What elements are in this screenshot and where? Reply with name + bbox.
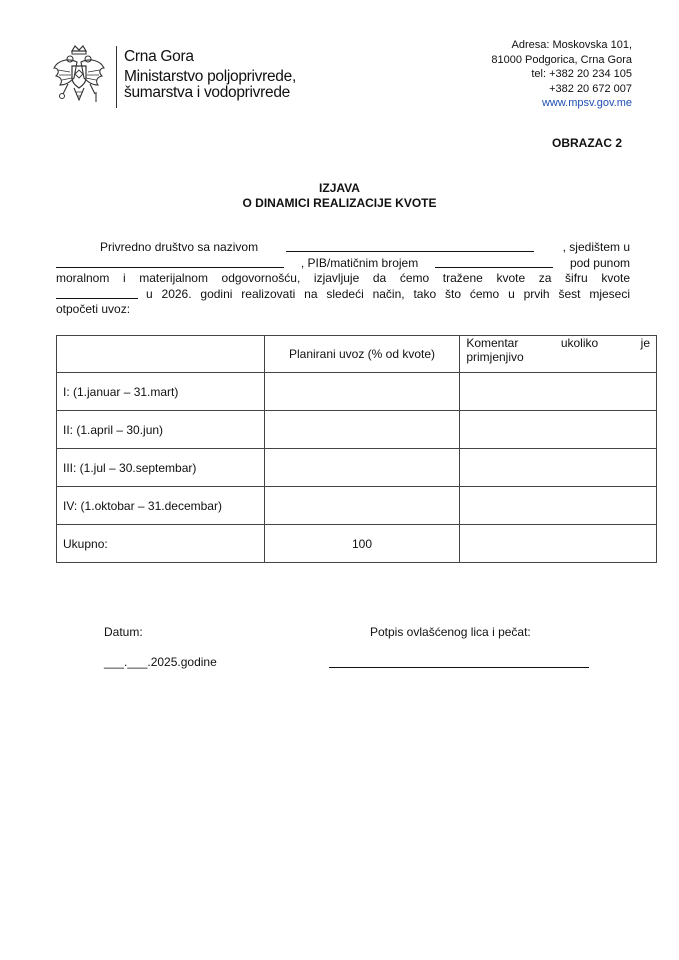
table-row [57, 449, 657, 487]
paragraph-text: Privredno društvo sa nazivom [100, 240, 259, 254]
company-name-blank[interactable] [286, 240, 534, 252]
quota-table [56, 335, 657, 563]
org-line: šumarstva i vodoprivrede [124, 84, 290, 101]
header-comment-line: Komentar ukoliko je [466, 336, 650, 350]
comment-cell[interactable] [460, 411, 657, 449]
montenegro-coat-of-arms-icon [50, 44, 108, 106]
document-title [0, 181, 679, 211]
quota-code-blank[interactable] [56, 287, 138, 299]
table-header-row [57, 336, 657, 373]
pib-blank[interactable] [435, 256, 553, 268]
org-line: Crna Gora [124, 48, 194, 65]
table-header-cell [57, 336, 265, 373]
org-line: Ministarstvo poljoprivrede, [124, 68, 296, 85]
period-cell: I: (1.januar – 31.mart) [57, 373, 265, 411]
table-header-cell [460, 336, 657, 373]
comment-cell[interactable] [460, 373, 657, 411]
paragraph-text: moralnom i materijalnom odgovornošću, izjavljuje da ćemo tražene kvote za šifru kvote [56, 271, 630, 285]
planned-import-cell[interactable] [264, 411, 460, 449]
period-cell: IV: (1.oktobar – 31.decembar) [57, 487, 265, 525]
header-divider [116, 46, 117, 108]
address-line: +382 20 672 007 [549, 82, 632, 95]
address-line: tel: +382 20 234 105 [531, 68, 632, 81]
date-field[interactable]: ___.___.2025.godine [104, 655, 217, 669]
paragraph-text: , sjedištem u [562, 240, 630, 254]
table-total-row [57, 525, 657, 563]
date-label: Datum: [104, 625, 143, 639]
period-cell: Ukupno: [57, 525, 265, 563]
signature-line[interactable] [329, 667, 589, 668]
signature-label: Potpis ovlašćenog lica i pečat: [370, 625, 531, 639]
title-line: O DINAMICI REALIZACIJE KVOTE [242, 196, 437, 210]
period-cell: III: (1.jul – 30.septembar) [57, 449, 265, 487]
form-id: OBRAZAC 2 [551, 136, 622, 150]
declaration-paragraph [56, 240, 630, 318]
planned-import-cell[interactable] [264, 487, 460, 525]
title-line: IZJAVA [319, 181, 360, 195]
period-cell: II: (1.april – 30.jun) [57, 411, 265, 449]
address-line: 81000 Podgorica, Crna Gora [491, 53, 632, 66]
ministry-name [124, 49, 296, 101]
paragraph-text: u 2026. godini realizovati na sledeći način, tako što ćemo u prvih šest mjeseci [146, 286, 630, 301]
address-block [491, 38, 632, 111]
header-comment-line: primjenjivo [466, 350, 524, 364]
comment-cell[interactable] [460, 449, 657, 487]
planned-import-cell[interactable] [264, 373, 460, 411]
paragraph-text: , PIB/matičnim brojem [300, 255, 419, 270]
table-row [57, 487, 657, 525]
comment-cell[interactable] [460, 487, 657, 525]
planned-import-cell[interactable] [264, 449, 460, 487]
table-header-cell: Planirani uvoz (% od kvote) [264, 336, 460, 373]
address-line: Adresa: Moskovska 101, [511, 39, 632, 51]
paragraph-text: pod punom [569, 255, 630, 270]
seat-blank[interactable] [56, 256, 284, 268]
comment-cell[interactable] [460, 525, 657, 563]
website-link[interactable]: www.mpsv.gov.me [541, 97, 632, 110]
paragraph-text: otpočeti uvoz: [56, 302, 131, 316]
table-row [57, 411, 657, 449]
total-value-cell: 100 [264, 525, 460, 563]
table-row [57, 373, 657, 411]
